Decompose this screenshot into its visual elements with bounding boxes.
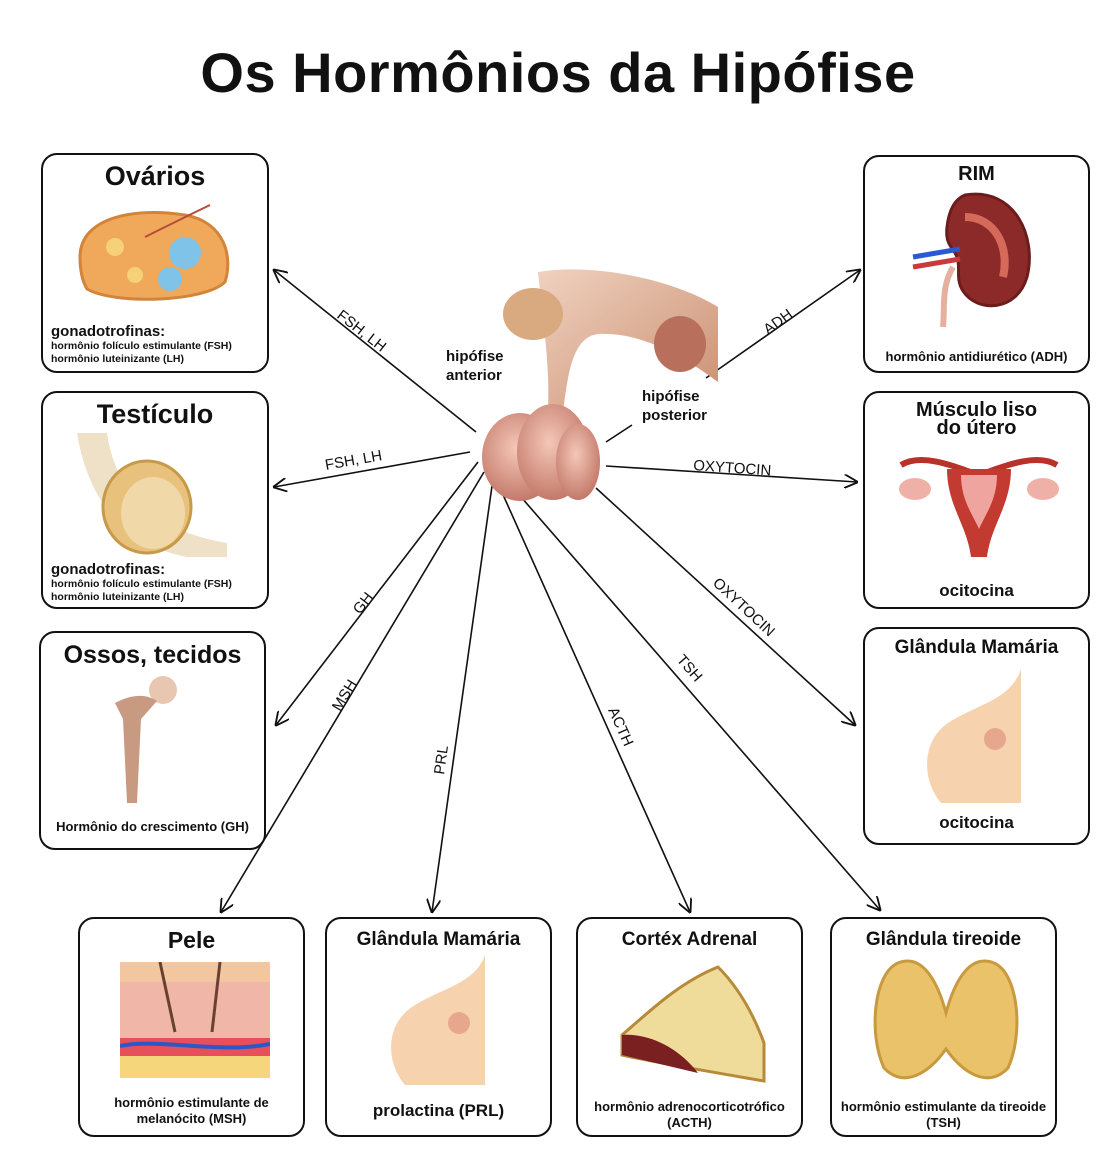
edge-label-adh: ADH bbox=[760, 305, 796, 339]
page-title: Os Hormônios da Hipófise bbox=[200, 41, 916, 104]
card-adrenal bbox=[576, 917, 803, 1137]
card-rim bbox=[863, 155, 1090, 373]
label-hipofise-posterior: hipófise posterior bbox=[642, 388, 708, 424]
edge-label-oxytocin-utero: OXYTOCIN bbox=[692, 457, 772, 480]
testiculo-hormones bbox=[51, 561, 232, 604]
skin-illustration bbox=[120, 962, 270, 1078]
card-caption: prolactina (PRL) bbox=[372, 1101, 505, 1120]
card-mamaria-right bbox=[863, 627, 1090, 845]
card-caption: ocitocina bbox=[939, 581, 1014, 600]
arrow-prl bbox=[432, 486, 492, 912]
pituitary-gland-illustration bbox=[478, 262, 718, 506]
card-caption: ocitocina bbox=[939, 813, 1014, 832]
arrow-oxytocin-mamaria bbox=[596, 488, 855, 725]
arrow-acth bbox=[500, 488, 690, 912]
bone-illustration bbox=[105, 673, 185, 813]
kidney-illustration bbox=[905, 187, 1045, 327]
card-title: Glândula tireoide bbox=[865, 929, 1022, 950]
ovarios-hormones bbox=[51, 323, 232, 366]
card-mamaria-bottom bbox=[325, 917, 552, 1137]
hormones-heading: gonadotrofinas: bbox=[51, 561, 166, 578]
card-caption: hormônio antidiurético (ADH) bbox=[885, 349, 1068, 364]
card-caption: Hormônio do crescimento (GH) bbox=[56, 819, 249, 834]
hormone-fsh: hormônio folículo estimulante (FSH) bbox=[51, 340, 232, 352]
card-title: Pele bbox=[167, 927, 216, 953]
edge-label-testiculo: FSH, LH bbox=[323, 447, 384, 474]
card-title: RIM bbox=[958, 163, 995, 185]
card-title: Ossos, tecidos bbox=[63, 641, 242, 669]
adrenal-cortex-illustration bbox=[618, 963, 768, 1083]
card-caption: hormônio adrenocorticotrófico (ACTH) bbox=[594, 1099, 785, 1130]
card-musculo bbox=[863, 391, 1090, 609]
hormones-heading: gonadotrofinas: bbox=[51, 323, 166, 340]
hormone-lh: hormônio luteinizante (LH) bbox=[51, 353, 184, 365]
card-testiculo bbox=[41, 391, 269, 609]
card-title: Testículo bbox=[96, 399, 214, 429]
card-title: Cortéx Adrenal bbox=[621, 929, 758, 950]
card-title: Músculo liso do útero bbox=[915, 399, 1038, 439]
edge-label-msh: MSH bbox=[328, 676, 361, 715]
card-tireoide bbox=[830, 917, 1057, 1137]
edge-label-tsh: TSH bbox=[672, 651, 706, 686]
edge-label-acth: ACTH bbox=[604, 704, 637, 749]
thyroid-illustration bbox=[868, 953, 1024, 1089]
edge-label-gh: GH bbox=[349, 589, 378, 618]
label-hipofise-anterior: hipófise anterior bbox=[446, 348, 504, 384]
ovary-illustration bbox=[75, 197, 235, 307]
uterus-illustration bbox=[891, 445, 1067, 557]
edge-label-oxytocin-mamaria: OXYTOCIN bbox=[709, 574, 778, 641]
card-caption: hormônio estimulante da tireoide (TSH) bbox=[840, 1099, 1047, 1130]
edge-label-prl: PRL bbox=[431, 744, 453, 776]
breast-illustration bbox=[921, 669, 1031, 803]
card-ovarios bbox=[41, 153, 269, 373]
card-caption: hormônio estimulante de melanócito (MSH) bbox=[114, 1095, 269, 1126]
breast-illustration bbox=[385, 955, 495, 1085]
card-title: Ovários bbox=[104, 161, 206, 191]
arrow-gh bbox=[276, 462, 478, 725]
hormone-lh: hormônio luteinizante (LH) bbox=[51, 591, 184, 603]
hormone-fsh: hormônio folículo estimulante (FSH) bbox=[51, 578, 232, 590]
card-title: Glândula Mamária bbox=[356, 929, 521, 950]
testicle-illustration bbox=[77, 433, 227, 559]
card-ossos bbox=[39, 631, 266, 850]
edge-label-ovarios: FSH, LH bbox=[333, 306, 390, 356]
card-title: Glândula Mamária bbox=[894, 637, 1059, 658]
card-pele bbox=[78, 917, 305, 1137]
